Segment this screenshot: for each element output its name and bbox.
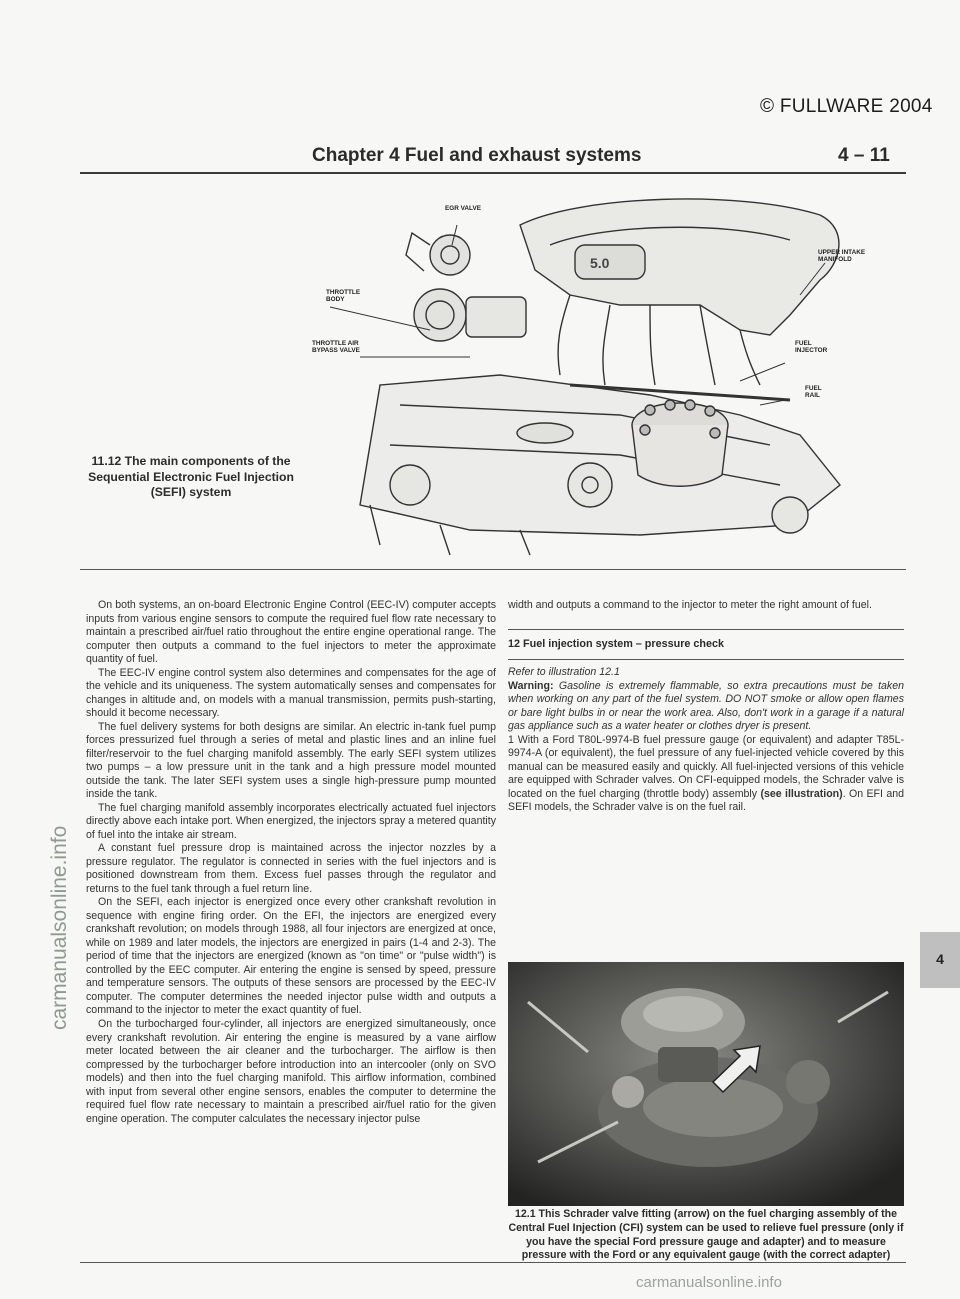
left-text-column: [86, 599, 496, 1126]
right-text-column: [508, 599, 904, 815]
side-watermark: [48, 590, 72, 1030]
paragraph: On the SEFI, each injector is energized once every other crankshaft revolution in sequence with engine firing order. On the EFI, the injectors are energized every crankshaft revolution; on models through 1988, all four injectors are energized at once, while on 1989 and later models, the injectors are energized in pairs (1-4 and 2-3). The period of time that the injectors are energized (known as "on time" or "pulse width") is controlled by the EEC computer. Air entering the engine is sensed by speed, pressure and temperature sensors. The outputs of these sensors are processed by the EEC-IV computer. The computer determines the needed injector pulse width and outputs a command to the injector to meter the exact quantity of fuel.: [86, 896, 496, 1017]
step-1-text-end: . On EFI and SEFI models, the Schrader valve is on the fuel rail.: [508, 787, 905, 814]
warning-text: Gasoline is extremely flammable, so extra precautions must be taken when working on any part of the fuel system. DO NOT smoke or allow open flames or bare light bulbs in or near the work area. Also, don't work in a garage if a natural gas appliance such as a water heater or clothes dryer is present.: [508, 679, 904, 733]
page-number: 4 – 11: [838, 145, 890, 166]
section-divider: [80, 569, 906, 570]
header-rule: [80, 172, 906, 174]
callout-fuel-rail: FUEL RAIL: [805, 385, 822, 399]
callout-throttle-air-bypass-valve: THROTTLE AIR BYPASS VALVE: [312, 340, 360, 354]
callout-egr-valve: EGR VALVE: [445, 205, 481, 212]
chapter-title: Chapter 4 Fuel and exhaust systems: [312, 145, 642, 166]
figure-caption-12-1: 12.1 This Schrader valve fitting (arrow) on the fuel charging assembly of the Central Fuel Injection (CFI) system can be used to relieve fuel pressure (only if you have the special Ford pressure gauge and adapter) and to measure pressure with the Ford or any equivalent gauge (with the correct adapter): [508, 1208, 904, 1262]
svg-text:5.0: 5.0: [590, 255, 610, 271]
copyright-notice: © FULLWARE 2004: [760, 96, 933, 117]
figure-caption-11-12: 11.12 The main components of the Sequential Electronic Fuel Injection (SEFI) system: [88, 454, 294, 499]
paragraph: The fuel delivery systems for both designs are similar. An electric in-tank fuel pump forces pressurized fuel through a series of metal and plastic lines and an inline fuel filter/reservoir to the fuel charging manifold assembly. The early SEFI system utilizes two pumps – a low pressure unit in the tank and a high pressure model mounted outside the tank. The later SEFI system uses a single high-pressure pump mounted inside the tank.: [86, 720, 496, 801]
paragraph-continuation: width and outputs a command to the injector to meter the right amount of fuel.: [508, 599, 872, 611]
step-1-paragraph: [508, 734, 904, 815]
footer-rule: [80, 1262, 906, 1263]
warning-paragraph: [508, 680, 904, 734]
paragraph: The EEC-IV engine control system also determines and compensates for the age of the vehicle and its uniqueness. The system automatically senses and compensates for changes in altitude and, on models with a manual transmission, permits push-starting, should it become necessary.: [86, 666, 496, 720]
warning-label: Warning:: [508, 679, 554, 692]
chapter-tab: [920, 932, 960, 988]
chapter-tab-label: 4: [936, 951, 944, 967]
callout-fuel-injector: FUEL INJECTOR: [795, 340, 828, 354]
paragraph: A constant fuel pressure drop is maintained across the injector nozzles by a pressure regulator. The regulator is connected in series with the fuel injectors and is positioned downstream from them. Excess fuel passes through the regulator and returns to the fuel tank through a fuel return line.: [86, 842, 496, 895]
callout-throttle-body: THROTTLE BODY: [326, 289, 361, 303]
paragraph: The fuel charging manifold assembly incorporates electrically actuated fuel injectors directly above each intake port. When energized, the injectors spray a metered quantity of fuel into the intake air stream.: [86, 801, 496, 841]
schrader-valve-photo: [508, 962, 904, 1206]
section-heading-rule-bottom: [508, 659, 904, 660]
sefi-engine-illustration: [320, 185, 900, 560]
see-illustration-link: (see illustration): [760, 787, 843, 800]
callout-upper-intake-manifold: UPPER INTAKE MANIFOLD: [818, 249, 866, 263]
paragraph: On the turbocharged four-cylinder, all injectors are energized simultaneously, once every crankshaft revolution. Air entering the engine is measured by a vane airflow meter located between the air cleaner and the turbocharger. The airflow is then compressed by the turbocharger before introduction into an intercooler (only on SVO models) and then into the fuel charging manifold. This airflow information, combined with input from several other engine sensors, enables the computer to determine the required fuel flow rate necessary to maintain a prescribed air/fuel ratio for the given engine operation. The computer calculates the necessary injector pulse: [86, 1017, 496, 1125]
side-watermark-text: carmanualsonline.info: [48, 825, 71, 1030]
footer-watermark: carmanualsonline.info: [636, 1274, 782, 1291]
section-heading-12: 12 Fuel injection system – pressure check: [508, 637, 725, 650]
step-1-text: 1 With a Ford T80L-9974-B fuel pressure gauge (or equivalent) and adapter T85L-9974-A (or equivalent), the fuel pressure of any fuel-injected vehicle covered by this manual can be measured easily and quickly. All fuel-injected versions of this vehicle are equipped with Schrader valves. On CFI-equipped models, the Schrader valve is located on the fuel charging (throttle body) assembly: [508, 733, 904, 800]
illustration-reference: Refer to illustration 12.1: [508, 666, 620, 679]
paragraph: On both systems, an on-board Electronic Engine Control (EEC-IV) computer accepts inputs from various engine sensors to compute the required fuel flow rate necessary to maintain a prescribed air/fuel ratio throughout the entire engine operational range. The computer then outputs a command to the fuel injectors to meter the approximate quantity of fuel.: [86, 599, 496, 666]
section-heading-rule-top: [508, 629, 904, 630]
